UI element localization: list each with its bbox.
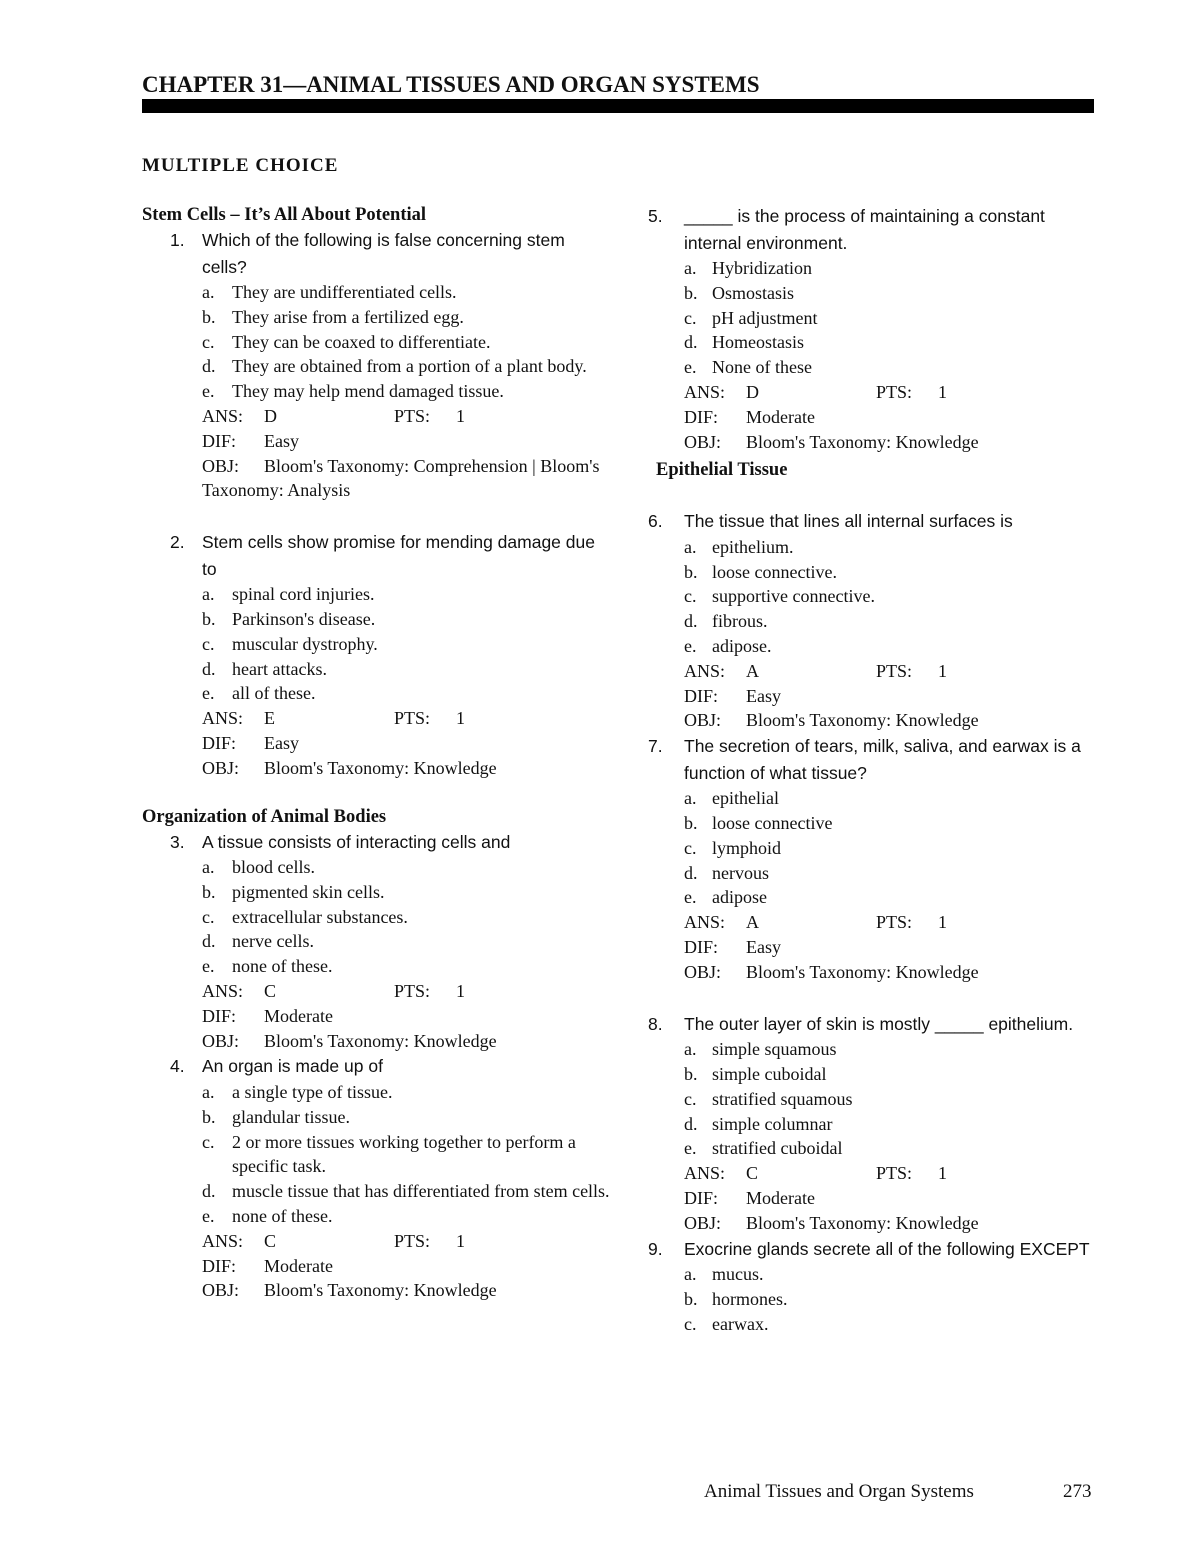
question-text: The secretion of tears, milk, saliva, and earwax is a function of what tissue?: [684, 736, 1081, 783]
choice-text: pH adjustment: [712, 307, 818, 328]
obj-value: Bloom's Taxonomy: Knowledge: [264, 1280, 497, 1301]
choice-letter: c.: [202, 331, 215, 352]
question-2: [142, 529, 612, 780]
choice: [142, 379, 612, 404]
objective-row: [648, 1211, 1100, 1236]
footer-title: Animal Tissues and Organ Systems: [704, 1481, 974, 1502]
choice: [142, 1204, 612, 1229]
question-1: [142, 227, 612, 503]
title-rule: [142, 99, 1094, 113]
obj-label: OBJ:: [684, 961, 722, 982]
dif-label: DIF:: [202, 430, 237, 451]
choice-letter: b.: [684, 1288, 698, 1309]
question-stem: [648, 203, 1100, 256]
choice-letter: d.: [684, 332, 698, 353]
choice-text: extracellular substances.: [232, 906, 408, 927]
pts-value: 1: [456, 1230, 465, 1251]
choice-letter: d.: [684, 862, 698, 883]
choice-text: They are obtained from a portion of a plant body.: [232, 356, 587, 377]
choice-letter: e.: [684, 887, 697, 908]
question-8: [648, 1011, 1100, 1236]
ans-label: ANS:: [684, 660, 726, 681]
choice-letter: c.: [202, 1131, 215, 1152]
ans-value: C: [746, 1163, 759, 1184]
dif-value: Easy: [264, 430, 299, 451]
ans-label: ANS:: [684, 381, 726, 402]
answer-row: [648, 910, 1100, 935]
ans-label: ANS:: [202, 405, 244, 426]
choice-letter: b.: [202, 306, 216, 327]
choice: [648, 634, 1100, 659]
choice: [648, 811, 1100, 836]
choice: [648, 256, 1100, 281]
section-title: Epithelial Tissue: [656, 460, 788, 481]
choice: [648, 1262, 1100, 1287]
choice-text: blood cells.: [232, 857, 315, 878]
dif-label: DIF:: [684, 1187, 719, 1208]
dif-label: DIF:: [684, 937, 719, 958]
obj-value: Bloom's Taxonomy: Knowledge: [746, 710, 979, 731]
choice-text: Osmostasis: [712, 282, 795, 303]
choice-letter: d.: [202, 658, 216, 679]
choice-text: epithelial: [712, 788, 779, 809]
choice-text: loose connective: [712, 813, 833, 834]
pts-label: PTS:: [876, 1163, 913, 1184]
choice-text: lymphoid: [712, 837, 782, 858]
choice: [648, 609, 1100, 634]
answer-row: [142, 706, 612, 731]
question-number: 5.: [648, 206, 663, 226]
choice: [142, 880, 612, 905]
choice-letter: a.: [684, 788, 697, 809]
choice-text: spinal cord injuries.: [232, 584, 375, 605]
choice-text: They can be coaxed to differentiate.: [232, 331, 491, 352]
dif-value: Moderate: [746, 406, 815, 427]
choice-text: none of these.: [232, 1205, 333, 1226]
choice-text: epithelium.: [712, 536, 794, 557]
question-stem: [142, 829, 612, 856]
choice: [142, 1130, 612, 1180]
answer-row: [142, 404, 612, 429]
choice-text: They may help mend damaged tissue.: [232, 381, 504, 402]
choice-text: nervous: [712, 862, 769, 883]
choice-text: fibrous.: [712, 611, 768, 632]
choice-letter: a.: [202, 282, 215, 302]
difficulty-row: [142, 1004, 612, 1029]
section-title: Stem Cells – It’s All About Potential: [142, 205, 427, 225]
choice-letter: d.: [202, 931, 216, 952]
choice-text: simple cuboidal: [712, 1063, 827, 1084]
choice: [648, 1136, 1100, 1161]
dif-label: DIF:: [202, 1255, 237, 1276]
question-text: The tissue that lines all internal surfaces is: [684, 511, 1013, 532]
choice-text: simple squamous: [712, 1039, 837, 1060]
question-text: An organ is made up of: [202, 1056, 383, 1077]
choice-text: They are undifferentiated cells.: [232, 282, 457, 302]
pts-label: PTS:: [876, 660, 913, 681]
obj-label: OBJ:: [202, 757, 240, 778]
obj-value: Bloom's Taxonomy: Knowledge: [746, 431, 979, 452]
pts-value: 1: [938, 1163, 947, 1184]
choice-letter: a.: [684, 536, 697, 557]
choice: [142, 954, 612, 979]
ans-label: ANS:: [684, 1163, 726, 1184]
dif-value: Moderate: [264, 1255, 333, 1276]
choice-letter: c.: [684, 307, 697, 328]
choice-text: muscular dystrophy.: [232, 633, 378, 654]
choice: [648, 1312, 1100, 1337]
ans-label: ANS:: [202, 1230, 244, 1251]
question-stem: [142, 1053, 612, 1080]
question-stem: [648, 1011, 1100, 1038]
ans-value: C: [264, 1230, 277, 1251]
choice: [142, 607, 612, 632]
pts-label: PTS:: [394, 708, 431, 729]
answer-row: [142, 979, 612, 1004]
choice-letter: e.: [684, 1138, 697, 1159]
choice-letter: e.: [202, 956, 215, 977]
choice-letter: c.: [684, 1088, 697, 1109]
choice-text: a single type of tissue.: [232, 1081, 393, 1102]
obj-label: OBJ:: [684, 710, 722, 731]
question-9: [648, 1236, 1100, 1337]
choice: [648, 1037, 1100, 1062]
question-stem: [648, 508, 1100, 535]
ans-label: ANS:: [202, 708, 244, 729]
obj-value: Bloom's Taxonomy: Knowledge: [264, 1030, 497, 1051]
choice-text: Homeostasis: [712, 332, 804, 353]
question-number: 2.: [170, 532, 185, 553]
difficulty-row: [648, 1186, 1100, 1211]
dif-value: Easy: [746, 937, 781, 958]
difficulty-row: [648, 935, 1100, 960]
choice-letter: a.: [684, 1039, 697, 1060]
dif-value: Moderate: [264, 1005, 333, 1026]
difficulty-row: [142, 1254, 612, 1279]
ans-value: E: [264, 708, 275, 729]
choice-text: mucus.: [712, 1264, 764, 1284]
obj-value: Bloom's Taxonomy: Knowledge: [746, 1212, 979, 1233]
choice-text: simple columnar: [712, 1113, 833, 1134]
objective-row: [142, 1278, 612, 1303]
choice: [142, 855, 612, 880]
obj-value: Bloom's Taxonomy: Knowledge: [746, 961, 979, 982]
dif-label: DIF:: [684, 406, 719, 427]
choice-letter: d.: [202, 356, 216, 377]
choice-text: none of these.: [232, 956, 333, 977]
choice-text: nerve cells.: [232, 931, 314, 952]
pts-value: 1: [456, 981, 465, 1002]
choice: [648, 836, 1100, 861]
choice: [648, 1287, 1100, 1312]
difficulty-row: [648, 684, 1100, 709]
left-column: [142, 203, 612, 1303]
choice: [142, 280, 612, 305]
choice-letter: c.: [684, 586, 697, 607]
pts-label: PTS:: [394, 1230, 431, 1251]
choice: [142, 632, 612, 657]
choice-letter: d.: [684, 611, 698, 632]
chapter-title: CHAPTER 31—ANIMAL TISSUES AND ORGAN SYSTEMS: [142, 72, 760, 97]
choice-text: loose connective.: [712, 561, 837, 582]
pts-value: 1: [938, 912, 947, 933]
obj-label: OBJ:: [202, 455, 240, 476]
choice-letter: a.: [202, 857, 215, 878]
choice-letter: e.: [684, 357, 697, 378]
question-number: 4.: [170, 1056, 185, 1077]
choice-text: stratified squamous: [712, 1088, 853, 1109]
question-text: _____ is the process of maintaining a constant internal environment.: [684, 206, 1045, 253]
obj-value: Bloom's Taxonomy: Knowledge: [264, 757, 497, 778]
question-number: 7.: [648, 736, 663, 757]
choice: [142, 305, 612, 330]
choice-letter: c.: [684, 837, 697, 858]
choice: [142, 657, 612, 682]
obj-label: OBJ:: [202, 1280, 240, 1301]
dif-value: Easy: [264, 732, 299, 753]
choice-text: Hybridization: [712, 258, 812, 278]
choice: [648, 535, 1100, 560]
choice: [142, 330, 612, 355]
objective-row: [142, 1029, 612, 1054]
question-6: [648, 508, 1100, 733]
ans-value: D: [264, 405, 277, 426]
choice: [142, 1179, 612, 1204]
choice-text: glandular tissue.: [232, 1106, 350, 1127]
right-column: [648, 203, 1100, 1336]
objective-row: [142, 454, 612, 504]
choice-text: Parkinson's disease.: [232, 608, 376, 629]
dif-label: DIF:: [202, 732, 237, 753]
choice-letter: e.: [202, 683, 215, 704]
question-stem: [648, 1236, 1100, 1263]
choice: [142, 582, 612, 607]
objective-row: [648, 708, 1100, 733]
pts-label: PTS:: [394, 405, 431, 426]
choice-text: None of these: [712, 357, 812, 378]
question-7: [648, 733, 1100, 984]
choice: [142, 681, 612, 706]
question-text: Stem cells show promise for mending damage due to: [202, 532, 595, 579]
ans-value: A: [746, 660, 759, 681]
choice-letter: a.: [684, 258, 697, 278]
choice-letter: d.: [684, 1113, 698, 1134]
difficulty-row: [142, 429, 612, 454]
choice: [142, 1080, 612, 1105]
choice-letter: a.: [684, 1264, 697, 1284]
choice-text: They arise from a fertilized egg.: [232, 306, 464, 327]
question-stem: [142, 529, 612, 582]
choice-letter: e.: [202, 1205, 215, 1226]
choice-letter: a.: [202, 584, 215, 605]
question-5: [648, 203, 1100, 454]
choice-letter: c.: [684, 1313, 697, 1334]
question-stem: [142, 227, 612, 280]
choice: [142, 354, 612, 379]
choice-letter: b.: [684, 1063, 698, 1084]
dif-value: Easy: [746, 685, 781, 706]
question-number: 8.: [648, 1013, 663, 1034]
objective-row: [142, 756, 612, 781]
choice-letter: e.: [202, 381, 215, 402]
choice-letter: c.: [202, 906, 215, 927]
choice-letter: b.: [202, 1106, 216, 1127]
question-number: 6.: [648, 511, 663, 532]
choice: [142, 1105, 612, 1130]
dif-value: Moderate: [746, 1187, 815, 1208]
choice-letter: b.: [684, 561, 698, 582]
answer-row: [142, 1229, 612, 1254]
pts-label: PTS:: [394, 981, 431, 1002]
answer-row: [648, 659, 1100, 684]
choice-text: 2 or more tissues working together to perform a specific task.: [232, 1131, 576, 1177]
question-number: 9.: [648, 1238, 663, 1259]
difficulty-row: [142, 731, 612, 756]
choice-text: heart attacks.: [232, 658, 327, 679]
dif-label: DIF:: [202, 1005, 237, 1026]
choice: [648, 281, 1100, 306]
choice-text: pigmented skin cells.: [232, 881, 385, 902]
obj-label: OBJ:: [202, 1030, 240, 1051]
question-text: Which of the following is false concerning stem cells?: [202, 230, 565, 277]
choice-letter: a.: [202, 1081, 215, 1102]
page-number: 273: [1063, 1481, 1092, 1502]
choice-letter: d.: [202, 1181, 216, 1202]
objective-row: [648, 430, 1100, 455]
choice: [648, 786, 1100, 811]
choice: [648, 1112, 1100, 1137]
choice-text: muscle tissue that has differentiated from stem cells.: [232, 1181, 610, 1202]
choice: [142, 905, 612, 930]
pts-label: PTS:: [876, 381, 913, 402]
question-number: 3.: [170, 831, 185, 852]
ans-value: A: [746, 912, 759, 933]
choice-text: hormones.: [712, 1288, 788, 1309]
pts-value: 1: [456, 708, 465, 729]
choice-letter: b.: [202, 608, 216, 629]
objective-row: [648, 960, 1100, 985]
choice-letter: b.: [202, 881, 216, 902]
choice: [648, 584, 1100, 609]
multiple-choice-heading: MULTIPLE CHOICE: [142, 155, 339, 176]
question-number: 1.: [170, 230, 185, 250]
obj-label: OBJ:: [684, 431, 722, 452]
section-title: Organization of Animal Bodies: [142, 806, 387, 827]
question-stem: [648, 733, 1100, 786]
question-3: [142, 829, 612, 1054]
ans-label: ANS:: [684, 912, 726, 933]
choice-letter: e.: [684, 636, 697, 657]
difficulty-row: [648, 405, 1100, 430]
answer-row: [648, 1161, 1100, 1186]
choice-text: all of these.: [232, 683, 316, 704]
choice: [648, 306, 1100, 331]
obj-label: OBJ:: [684, 1212, 722, 1233]
ans-label: ANS:: [202, 981, 244, 1002]
question-text: A tissue consists of interacting cells and: [202, 831, 511, 852]
question-4: [142, 1053, 612, 1303]
question-text: Exocrine glands secrete all of the following EXCEPT: [684, 1238, 1090, 1259]
choice: [142, 929, 612, 954]
pts-value: 1: [456, 405, 465, 426]
obj-value: Bloom's Taxonomy: Comprehension | Bloom's Taxonomy: Analysis: [202, 455, 600, 501]
pts-label: PTS:: [876, 912, 913, 933]
choice-text: adipose.: [712, 636, 772, 657]
choice-text: earwax.: [712, 1313, 769, 1334]
choice: [648, 1062, 1100, 1087]
ans-value: D: [746, 381, 759, 402]
choice-text: supportive connective.: [712, 586, 875, 607]
pts-value: 1: [938, 660, 947, 681]
answer-row: [648, 380, 1100, 405]
question-text: The outer layer of skin is mostly _____ epithelium.: [684, 1013, 1074, 1034]
choice: [648, 885, 1100, 910]
choice-text: stratified cuboidal: [712, 1138, 843, 1159]
choice-letter: b.: [684, 282, 698, 303]
choice-text: adipose: [712, 887, 767, 908]
choice: [648, 560, 1100, 585]
choice: [648, 330, 1100, 355]
ans-value: C: [264, 981, 277, 1002]
choice: [648, 1087, 1100, 1112]
choice: [648, 355, 1100, 380]
choice: [648, 861, 1100, 886]
choice-letter: c.: [202, 633, 215, 654]
pts-value: 1: [938, 381, 947, 402]
choice-letter: b.: [684, 813, 698, 834]
dif-label: DIF:: [684, 685, 719, 706]
